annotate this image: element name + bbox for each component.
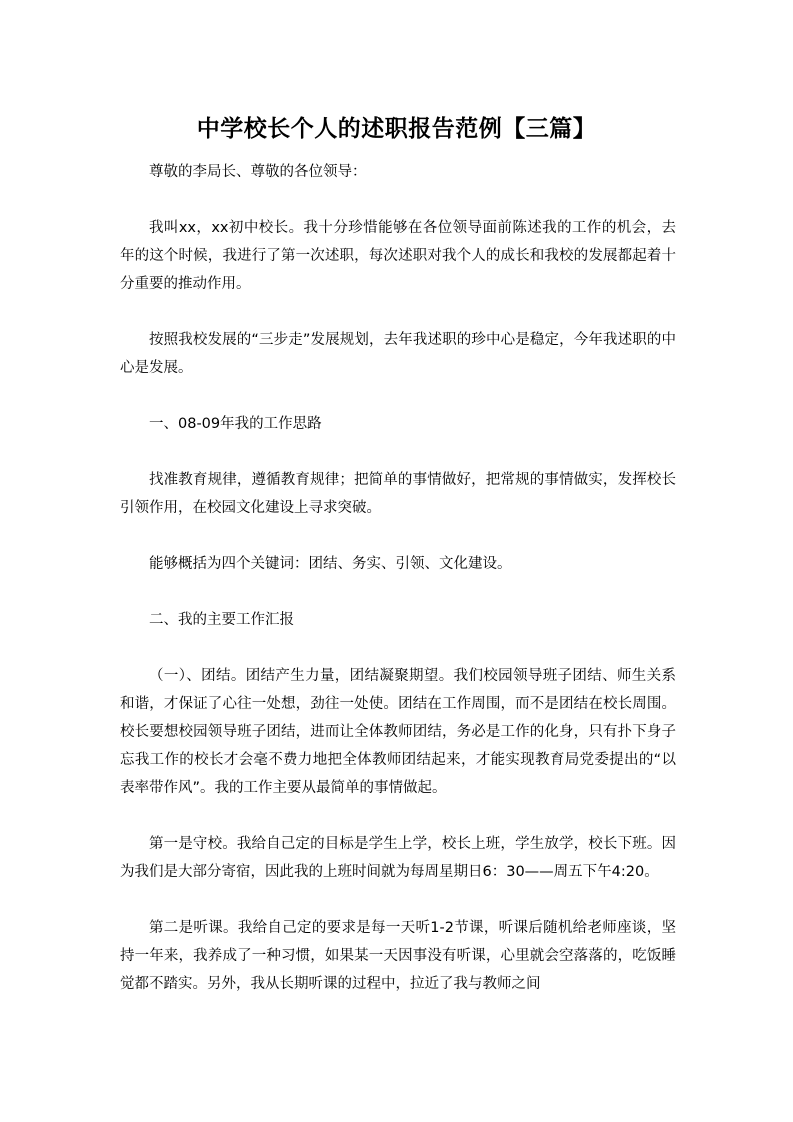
document-body — [120, 158, 676, 1024]
guard-school-paragraph: 第一是守校。我给自己定的目标是学生上学，校长上班，学生放学，校长下班。因为我们是大部分寄宿，因此我的上班时间就为每周星期日6：30——周五下午4:20。 — [120, 836, 676, 880]
section-heading-1: 一、08-09年我的工作思路 — [149, 416, 322, 432]
section-heading-2: 二、我的主要工作汇报 — [149, 612, 294, 628]
keywords-paragraph: 能够概括为四个关键词：团结、务实、引领、文化建设。 — [149, 556, 512, 572]
intro-paragraph: 我叫xx，xx初中校长。我十分珍惜能够在各位领导面前陈述我的工作的机会，去年的这个时候，我进行了第一次述职，每次述职对我个人的成长和我校的发展都起着十分重要的推动作用。 — [120, 220, 676, 292]
unity-paragraph: （一）、团结。团结产生力量，团结凝聚期望。我们校园领导班子团结、师生关系和谐，才保证了心往一处想，劲往一处使。团结在工作周围，而不是团结在校长周围。校长要想校园领导班子团结，进而让全体教师团结，务必是工作的化身，只有扑下身子忘我工作的校长才会毫不费力地把全体教师团结起来，才能实现教育局党委提出的“以表率带作风”。我的工作主要从最简单的事情做起。 — [120, 668, 676, 796]
approach-paragraph: 找准教育规律，遵循教育规律；把简单的事情做好，把常规的事情做实，发挥校长引领作用，在校园文化建设上寻求突破。 — [120, 472, 676, 516]
document-title: 中学校长个人的述职报告范例【三篇】 — [196, 116, 597, 142]
plan-paragraph: 按照我校发展的“三步走”发展规划，去年我述职的珍中心是稳定，今年我述职的中心是发展。 — [120, 332, 676, 376]
salutation-paragraph: 尊敬的李局长、尊敬的各位领导： — [149, 164, 367, 180]
lesson-observation-paragraph: 第二是听课。我给自己定的要求是每一天听1-2节课，听课后随机给老师座谈，坚持一年来，我养成了一种习惯，如果某一天因事没有听课，心里就会空落落的，吃饭睡觉都不踏实。另外，我从长期听课的过程中，拉近了我与教师之间 — [120, 920, 676, 992]
